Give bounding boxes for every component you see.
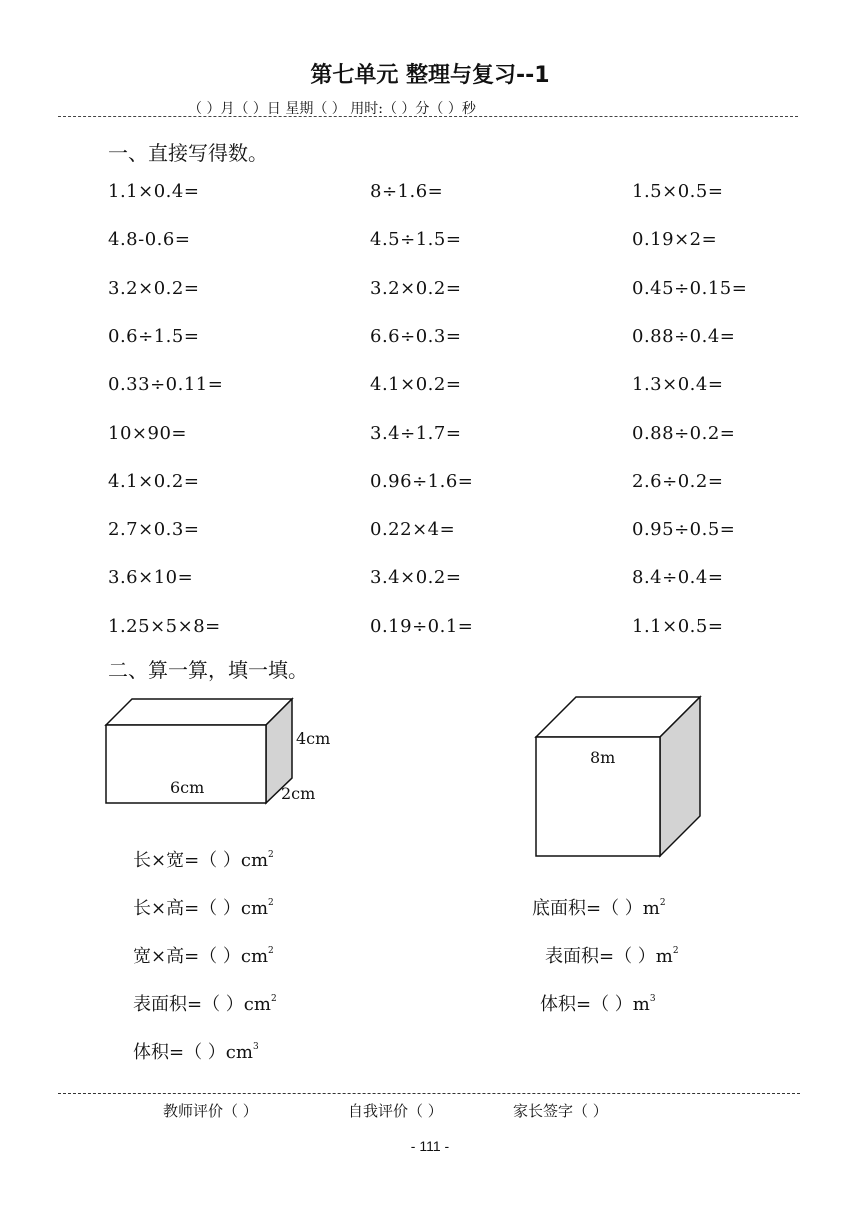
section-1-heading: 一、直接写得数。	[108, 141, 268, 165]
cube-question	[532, 894, 666, 920]
arithmetic-problem: 0.6÷1.5=	[108, 325, 200, 347]
date-time-line	[58, 98, 798, 117]
arithmetic-problem: 6.6÷0.3=	[370, 325, 462, 347]
arithmetic-problem: 1.25×5×8=	[108, 615, 221, 637]
cuboid-width-label: 2cm	[281, 784, 316, 803]
question-exponent: 3	[649, 994, 656, 1004]
teacher-evaluation: 教师评价（ ）	[163, 1102, 258, 1120]
arithmetic-problem: 3.2×0.2=	[108, 277, 200, 299]
arithmetic-problem: 0.88÷0.4=	[632, 325, 736, 347]
cube-question	[545, 942, 679, 968]
cube-figure	[532, 694, 704, 860]
question-exponent: 2	[268, 898, 274, 908]
arithmetic-problem: 0.45÷0.15=	[632, 277, 748, 299]
arithmetic-problem: 10×90=	[108, 422, 187, 444]
section-2-heading: 二、算一算，填一填。	[108, 658, 308, 682]
self-evaluation: 自我评价（ ）	[348, 1102, 443, 1120]
cuboid-question	[133, 1038, 259, 1064]
parent-signature: 家长签字（ ）	[513, 1102, 608, 1120]
question-text: 宽×高=（ ）cm	[133, 946, 269, 967]
arithmetic-problem: 4.1×0.2=	[108, 470, 200, 492]
question-text: 体积=（ ）cm	[133, 1042, 253, 1063]
cuboid-height-label: 4cm	[296, 729, 331, 748]
question-text: 长×高=（ ）cm	[133, 898, 269, 919]
arithmetic-problem: 3.4×0.2=	[370, 567, 462, 589]
question-text: 表面积=（ ）m	[545, 946, 673, 967]
arithmetic-problem: 1.5×0.5=	[632, 181, 724, 202]
question-text: 表面积=（ ）cm	[133, 994, 271, 1015]
arithmetic-problem: 4.1×0.2=	[370, 374, 462, 396]
question-exponent: 2	[268, 850, 274, 860]
arithmetic-problem: 2.7×0.3=	[108, 519, 200, 541]
arithmetic-problem: 1.3×0.4=	[632, 374, 724, 396]
arithmetic-problem: 0.95÷0.5=	[632, 519, 736, 541]
arithmetic-problem: 2.6÷0.2=	[632, 470, 724, 492]
date-time-text: （ ）月（ ）日 星期（ ） 用时:（ ）分（ ）秒	[188, 101, 476, 117]
question-text: 长×宽=（ ）cm	[133, 850, 269, 871]
arithmetic-problem: 3.2×0.2=	[370, 277, 462, 299]
arithmetic-problem: 3.6×10=	[108, 567, 194, 589]
question-exponent: 3	[252, 1042, 259, 1052]
cuboid-length-label: 6cm	[170, 778, 205, 797]
arithmetic-problem: 0.33÷0.11=	[108, 374, 224, 396]
arithmetic-problem: 4.5÷1.5=	[370, 229, 462, 251]
cube-question	[540, 990, 656, 1016]
cuboid-question	[133, 894, 274, 920]
page-number: - 111 -	[410, 1138, 450, 1154]
question-text: 体积=（ ）m	[540, 994, 650, 1015]
question-exponent: 2	[270, 994, 277, 1004]
arithmetic-problem: 4.8-0.6=	[108, 229, 191, 251]
arithmetic-problem: 0.19÷0.1=	[370, 615, 474, 637]
cuboid-question	[133, 990, 277, 1016]
question-text: 底面积=（ ）m	[532, 898, 660, 919]
arithmetic-problem: 0.22×4=	[370, 519, 456, 541]
arithmetic-problem: 1.1×0.5=	[632, 615, 724, 637]
footer-divider	[58, 1093, 800, 1094]
arithmetic-problem: 1.1×0.4=	[108, 181, 200, 202]
arithmetic-problem: 0.19×2=	[632, 229, 718, 251]
cuboid-question	[133, 942, 274, 968]
cuboid-top-face	[106, 699, 292, 725]
arithmetic-problem: 8.4÷0.4=	[632, 567, 724, 589]
question-exponent: 2	[672, 946, 679, 956]
arithmetic-problem: 0.96÷1.6=	[370, 470, 474, 492]
cuboid-question	[133, 846, 274, 872]
arithmetic-problem: 8÷1.6=	[370, 181, 444, 202]
arithmetic-problem: 3.4÷1.7=	[370, 422, 462, 444]
question-exponent: 2	[659, 898, 666, 908]
cube-edge-label: 8m	[590, 748, 616, 767]
question-exponent: 2	[268, 946, 274, 956]
arithmetic-problem: 0.88÷0.2=	[632, 422, 736, 444]
page-title: 第七单元 整理与复习--1	[310, 63, 550, 88]
